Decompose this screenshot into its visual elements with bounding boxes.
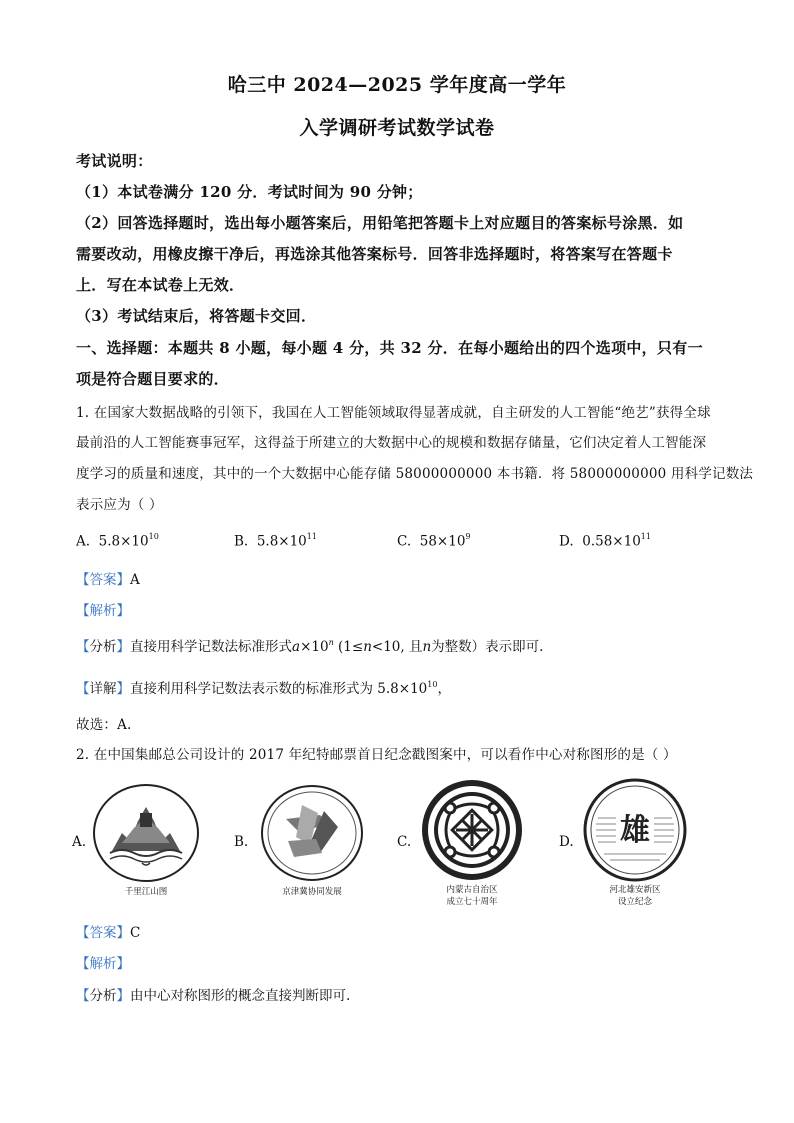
instruction-2a: （2）回答选择题时，选出每小题答案后，用铅笔把答题卡上对应题目的答案标号涂黑．如 [76,214,684,232]
page-subtitle: 入学调研考试数学试卷 [299,117,495,139]
q1-conclusion: 故选：A. [76,717,132,733]
q1-option-c: C. $58\times 10^9$ [397,532,471,550]
section-heading-line1: 一、选择题：本题共 8 小题，每小题 4 分，共 32 分．在每小题给出的四个选项中，只有一 [76,339,703,357]
q2-answer: 【答案】C [76,925,141,941]
q1-line1: 1. 在国家大数据战略的引领下，我国在人工智能领域取得显著成就，自主研发的人工智能“绝艺”获得全球 [76,405,711,421]
q1-option-d: D. $0.58\times 10^{11}$ [559,532,651,550]
seal-c-caption-text: 内蒙古自治区 成立七十周年 [446,885,498,907]
q1-line3: 度学习的质量和速度，其中的一个大数据中心能存储 58000000000 本书籍．将 58000000000 用科学记数法 [76,466,754,482]
q1-option-b: B. $5.8\times 10^{11}$ [234,532,317,550]
seal-a-caption: 千里江山图 [124,887,168,897]
q1-xiangjie: 【详解】直接利用科学记数法表示数的标准形式为 $5.8\times 10^{10}$， [76,679,451,697]
q2-fenxi: 【分析】由中心对称图形的概念直接判断即可. [76,988,351,1004]
seal-b-caption: 京津冀协同发展 [282,887,342,897]
seal-b-hands-icon [258,783,366,883]
section-heading-line2: 项是符合题目要求的． [76,370,230,388]
instruction-1: （1）本试卷满分 120 分．考试时间为 90 分钟； [76,183,423,201]
seal-a-landscape-icon [92,783,200,883]
seal-d-xiong-icon [582,778,688,882]
page-title: 哈三中 2024—2025 学年度高一学年 [227,74,567,96]
seal-d-char: 雄 [620,813,650,848]
seal-d-caption [582,884,688,908]
q1-line2: 最前沿的人工智能赛事冠军，这得益于所建立的大数据中心的规模和数据存储量，它们决定着人工智能深 [76,435,707,451]
seal-c-knot-icon [420,778,524,882]
instruction-3: （3）考试结束后，将答题卡交回． [76,307,317,325]
q1-answer: 【答案】A [76,572,140,588]
q2-option-d-label: D. [559,834,574,850]
q1-fenxi: 【分析】直接用科学记数法标准形式$a\times 10^n$ (1≤n<10, 且n为整数）表示即可. [76,637,544,655]
q2-option-b-label: B. [234,834,249,850]
instruction-2b: 需要改动，用橡皮擦干净后，再选涂其他答案标号．回答非选择题时，将答案写在答题卡 [76,245,673,263]
q1-option-a: A. $5.8\times 10^{10}$ [76,532,159,550]
q2-analysis-label: 【解析】 [76,956,130,972]
instruction-2c: 上．写在本试卷上无效． [76,276,245,294]
instructions-heading: 考试说明： [76,152,153,170]
q2-option-a-label: A. [72,834,87,850]
q1-analysis-label: 【解析】 [76,603,130,619]
q1-line4: 表示应为（ ） [76,497,163,513]
seal-d-caption-text: 河北雄安新区 设立纪念 [609,885,661,907]
q2-line1: 2. 在中国集邮总公司设计的 2017 年纪特邮票首日纪念戳图案中，可以看作中心对称图形的是（ ） [76,747,677,763]
seal-c-caption [420,884,524,908]
q2-option-c-label: C. [397,834,412,850]
